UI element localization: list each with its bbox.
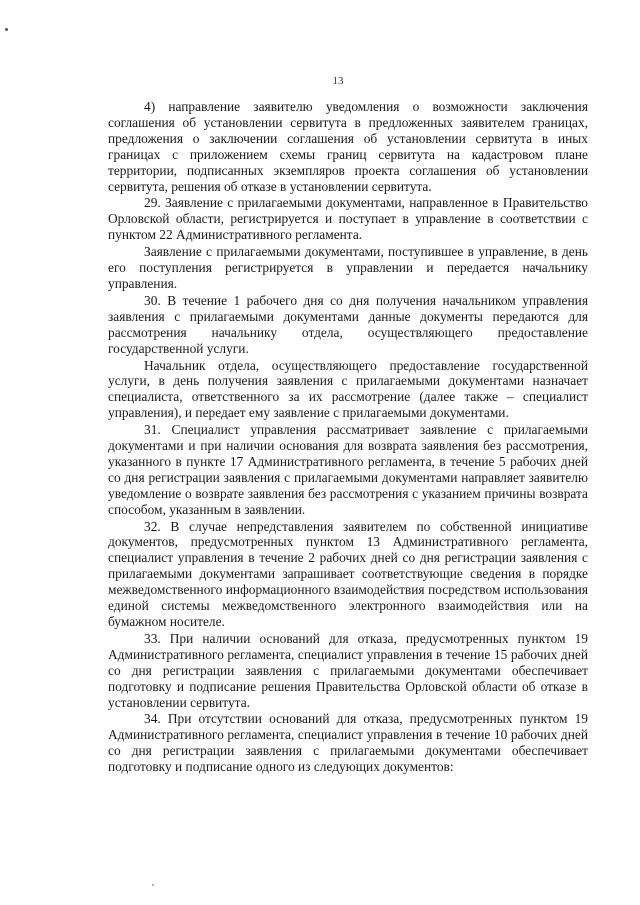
page-number: 13: [332, 75, 344, 87]
paragraph-30-continued: Начальник отдела, осуществляющего предоставление государственной услуги, в день получения заявления с прилагаемыми документами назначает специалиста, ответственного за их рассмотрение (далее также – специалист управления), и передает ему заявление с прилагаемыми документами.: [108, 357, 588, 421]
document-body: [108, 99, 588, 775]
paragraph-31: 31. Специалист управления рассматривает заявление с прилагаемыми документами и при наличии основания для возврата заявления без рассмотрения, указанного в пункте 17 Административного регламента, в течение 5 рабочих дней со дня регистрации заявления с прилагаемыми документами направляет заявителю уведомление о возврате заявления без рассмотрения с указанием причины возврата способом, указанным в заявлении.: [108, 422, 588, 517]
paragraph-item-4: 4) направление заявителю уведомления о возможности заключения соглашения об установлении сервитута в предложенных заявителем границах, предложения о заключении соглашения об установлении сервитута в иных границах с приложением схемы границ сервитута на кадастровом плане территории, подписанных экземпляров проекта соглашения об установлении сервитута, решения об отказе в установлении сервитута.: [108, 99, 588, 194]
paragraph-30: 30. В течение 1 рабочего дня со дня получения начальником управления заявления с прилагаемыми документами данные документы передаются для рассмотрения начальнику отдела, осуществляющего предоставление государственной услуги.: [108, 292, 588, 356]
paragraph-29: 29. Заявление с прилагаемыми документами, направленное в Правительство Орловской области, регистрируется и поступает в управление в соответствии с пунктом 22 Административного регламента.: [108, 195, 588, 243]
paragraph-33: 33. При наличии оснований для отказа, предусмотренных пунктом 19 Административного регламента, специалист управления в течение 15 рабочих дней со дня регистрации заявления с прилагаемыми документами обеспечивает подготовку и подписание решения Правительства Орловской области об отказе в установлении сервитута.: [108, 630, 588, 710]
scan-speck-bottom: [152, 884, 154, 886]
scan-speck: [5, 28, 8, 31]
paragraph-29-continued: Заявление с прилагаемыми документами, поступившее в управление, в день его поступления регистрируется в управлении и передается начальнику управления.: [108, 244, 588, 291]
paragraph-34: 34. При отсутствии оснований для отказа, предусмотренных пунктом 19 Административного регламента, специалист управления в течение 10 рабочих дней со дня регистрации заявления с прилагаемыми документами обеспечивает подготовку и подписание одного из следующих документов:: [108, 711, 588, 775]
paragraph-32: 32. В случае непредставления заявителем по собственной инициативе документов, предусмотренных пунктом 13 Административного регламента, специалист управления в течение 2 рабочих дней со дня регистрации заявления с прилагаемыми документами запрашивает соответствующие сведения в порядке межведомственного информационного взаимодействия посредством использования единой системы межведомственного электронного взаимодействия или на бумажном носителе.: [108, 518, 588, 629]
